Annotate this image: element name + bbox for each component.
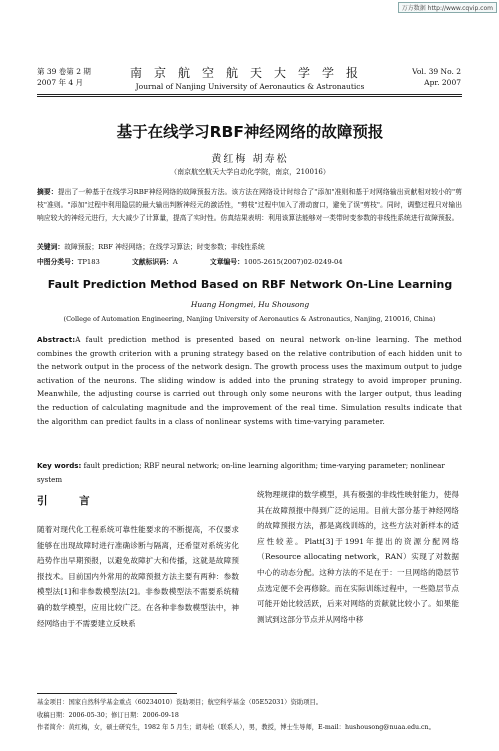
footnote-fund: 基金项目：国家自然科学基金重点（60234010）资助项目；航空科学基金（05E52031）资助项目。 bbox=[37, 699, 323, 706]
volume-info-cn bbox=[37, 66, 91, 88]
keywords-cn bbox=[37, 241, 462, 251]
article-number-value: 1005-2615(2007)02-0249-04 bbox=[243, 258, 343, 266]
footnote-rule bbox=[37, 693, 177, 694]
volume-number-en: Vol. 39 No. 2 bbox=[412, 67, 461, 76]
abstract-label-cn: 摘要： bbox=[37, 188, 58, 196]
abstract-cn bbox=[37, 186, 462, 225]
doc-code-label: 文献标识码： bbox=[132, 258, 173, 266]
volume-number-cn: 第 39 卷第 2 期 bbox=[37, 67, 91, 76]
body-column-left: 随着对现代化工程系统可靠性能要求的不断提高，不仅要求能够在出现故障时进行准确诊断与隔离，还希望对系统劣化趋势作出早期预报，以避免故障扩大和传播，这就是故障预报技术。目前国内外常用的故障预报方法主要有两种：参数模型法[1]和非参数模型法[2]。非参数模型法不需要系统精确的数学模型，应用比较广泛。在各种非参数模型法中，神经网络由于不需要建立反映系 bbox=[37, 525, 239, 628]
abstract-text-en: A fault prediction method is presented based on neural network on-line learning. The method combines the growth criterion with a pruning strategy based on the relative contribution of each hidden unit to the network output in the process of the network design. The growth process uses the maximum output to judge activation of the neurons. The sliding window is added into the pruning strategy to avoid improper pruning. Meanwhile, the adjusting course is carried out through only some neurons with the larger output, thus leading the reduction of calculating magnitude and the improvement of the real time. Simulation results indicate that the algorithm can predict faults in a class of nonlinear systems with time-varying parameter. bbox=[37, 335, 462, 426]
section-heading-introduction: 引 言 bbox=[37, 495, 104, 507]
footnote bbox=[37, 697, 462, 735]
doc-code-value: A bbox=[172, 258, 178, 266]
volume-info-en bbox=[412, 66, 461, 88]
keywords-text-en: fault prediction; RBF neural network; on-line learning algorithm; time-varying parameter; nonlinear system bbox=[37, 461, 445, 484]
authors-cn: 黄红梅 胡寿松 bbox=[211, 154, 289, 165]
header-rule bbox=[37, 94, 462, 95]
footnote-dates: 收稿日期：2006-05-30；修订日期：2006-09-18 bbox=[37, 711, 179, 719]
watermark-stamp: 万方数据 http://www.cqvip.com bbox=[398, 2, 497, 13]
journal-name-cn: 南京航空航天大学学报 bbox=[129, 66, 370, 80]
article-number-label: 文章编号： bbox=[209, 258, 244, 266]
journal-name bbox=[110, 66, 390, 93]
header-rule-thin bbox=[37, 96, 462, 97]
issue-date-cn: 2007 年 4 月 bbox=[37, 78, 84, 87]
paper-title-en: Fault Prediction Method Based on RBF Network On-Line Learning bbox=[47, 278, 453, 291]
keywords-text-cn: 故障预报；RBF 神经网络；在线学习算法；时变参数；非线性系统 bbox=[64, 243, 265, 251]
abstract-text-cn: 提出了一种基于在线学习RBF神经网络的故障预报方法。该方法在网络设计时综合了"添加"准则和基于对网络输出贡献相对较小的"剪枝"准则。"添加"过程中利用隐层的最大输出判断神经元的激活性，"剪枝"过程中加入了滑动窗口，避免了误"剪枝"。同时，调整过程只对输出响应较大的神经元进行，大大减少了计算量，提高了实时性。仿真结果表明：利用该算法能够对一类带时变参数的非线性系统进行故障预报。 bbox=[37, 188, 462, 222]
affiliation-en: (College of Automation Engineering, Nanjing University of Aeronautics & Astronautics, Nanjing, 210016, China) bbox=[63, 315, 436, 323]
authors-en: Huang Hongmei, Hu Shousong bbox=[190, 300, 310, 309]
classification-cn bbox=[37, 256, 462, 266]
body-column-right: 统物理规律的数学模型，具有极强的非线性映射能力，使得其在故障预报中得到广泛的运用。目前大部分基于神经网络的故障预报方法，都是离线训练的，这些方法对新样本的适应性较差。Platt[3]于1991年提出的资源分配网络（Resource allocating network，RAN）实现了对数据中心的动态分配。这种方法的不足在于：一旦网络的隐层节点选定便不会再修除。而在实际训练过程中，一些隐层节点可能开始比较活跃，后来对网络的贡献就比较小了。如果能测试到这部分节点并从网络中移 bbox=[257, 490, 459, 624]
issue-date-en: Apr. 2007 bbox=[424, 78, 461, 87]
journal-name-en: Journal of Nanjing University of Aeronautics & Astronautics bbox=[135, 82, 365, 91]
affiliation-cn: （南京航空航天大学自动化学院，南京，210016） bbox=[170, 168, 330, 176]
clc-label: 中图分类号： bbox=[37, 258, 78, 266]
paper-title-cn: 基于在线学习RBF神经网络的故障预报 bbox=[116, 123, 384, 141]
keywords-label-en: Key words: bbox=[37, 461, 82, 470]
clc-value: TP183 bbox=[77, 258, 100, 266]
footnote-author: 作者简介：黄红梅，女，硕士研究生，1982 年 5 月生；胡寿松（联系人），男，教授，博士生导师，E-mail：hushousong@nuaa.edu.cn。 bbox=[37, 724, 435, 731]
abstract-label-en: Abstract: bbox=[37, 335, 76, 344]
abstract-en bbox=[37, 333, 462, 428]
keywords-label-cn: 关键词： bbox=[37, 243, 65, 251]
keywords-en bbox=[37, 459, 462, 486]
